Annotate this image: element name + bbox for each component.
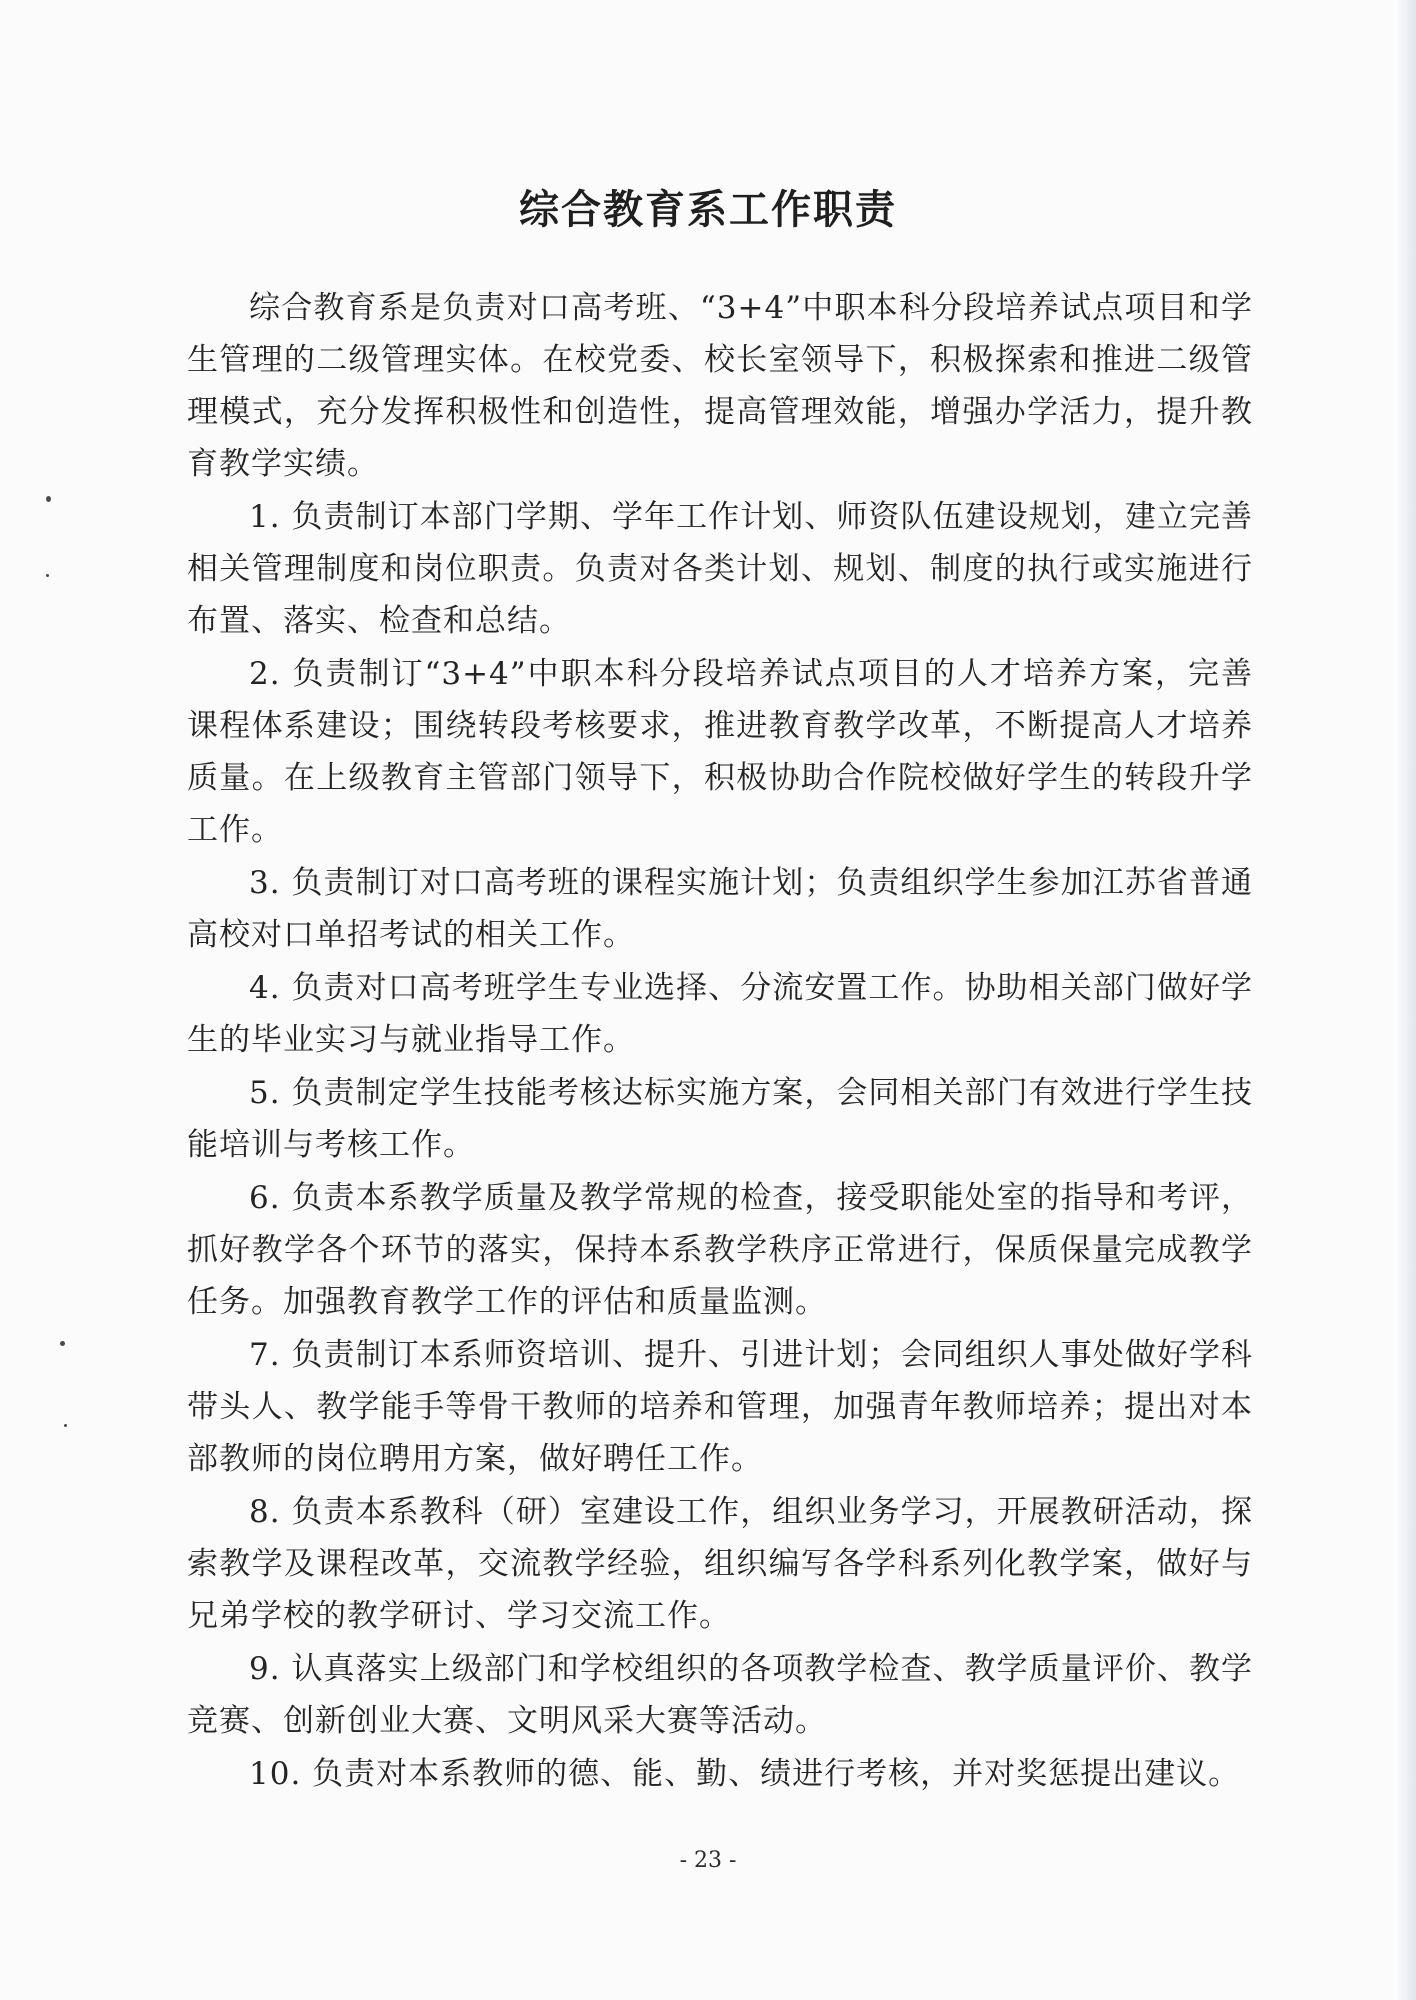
paragraph-item-3: 3. 负责制订对口高考班的课程实施计划；负责组织学生参加江苏省普通高校对口单招考试的相关工作。 (187, 865, 1253, 953)
paragraph-item-8: 8. 负责本系教科（研）室建设工作，组织业务学习，开展教研活动，探索教学及课程改革，交流教学经验，组织编写各学科系列化教学案，做好与兄弟学校的教学研讨、学习交流工作。 (187, 1494, 1253, 1634)
paragraph-intro: 综合教育系是负责对口高考班、“3+4”中职本科分段培养试点项目和学生管理的二级管理实体。在校党委、校长室领导下，积极探索和推进二级管理模式，充分发挥积极性和创造性，提高管理效能，增强办学活力，提升教育教学实绩。 (187, 290, 1253, 482)
page-number: - 23 - (679, 1848, 737, 1873)
paragraph-item-1: 1. 负责制订本部门学期、学年工作计划、师资队伍建设规划，建立完善相关管理制度和岗位职责。负责对各类计划、规划、制度的执行或实施进行布置、落实、检查和总结。 (187, 499, 1253, 639)
paragraph-item-2: 2. 负责制订“3+4”中职本科分段培养试点项目的人才培养方案，完善课程体系建设；围绕转段考核要求，推进教育教学改革，不断提高人才培养质量。在上级教育主管部门领导下，积极协助合作院校做好学生的转段升学工作。 (187, 656, 1253, 848)
document-body (187, 282, 1253, 1801)
paragraph-item-7: 7. 负责制订本系师资培训、提升、引进计划；会同组织人事处做好学科带头人、教学能手等骨干教师的培养和管理，加强青年教师培养；提出对本部教师的岗位聘用方案，做好聘任工作。 (187, 1337, 1253, 1477)
document-title: 综合教育系工作职责 (519, 187, 897, 233)
scan-speck (46, 574, 49, 577)
paragraph-item-5: 5. 负责制定学生技能考核达标实施方案，会同相关部门有效进行学生技能培训与考核工作。 (187, 1075, 1253, 1163)
paragraph-item-10: 10. 负责对本系教师的德、能、勤、绩进行考核，并对奖惩提出建议。 (249, 1756, 1241, 1792)
scan-edge-shadow (1394, 0, 1416, 2000)
scan-speck (64, 1424, 67, 1427)
paragraph-item-9: 9. 认真落实上级部门和学校组织的各项教学检查、教学质量评价、教学竞赛、创新创业大赛、文明风采大赛等活动。 (187, 1651, 1253, 1739)
scan-speck (60, 1341, 65, 1346)
paragraph-item-4: 4. 负责对口高考班学生专业选择、分流安置工作。协助相关部门做好学生的毕业实习与就业指导工作。 (187, 970, 1253, 1058)
scan-speck (46, 496, 51, 502)
paragraph-item-6: 6. 负责本系教学质量及教学常规的检查，接受职能处室的指导和考评，抓好教学各个环节的落实，保持本系教学秩序正常进行，保质保量完成教学任务。加强教育教学工作的评估和质量监测。 (187, 1180, 1253, 1320)
